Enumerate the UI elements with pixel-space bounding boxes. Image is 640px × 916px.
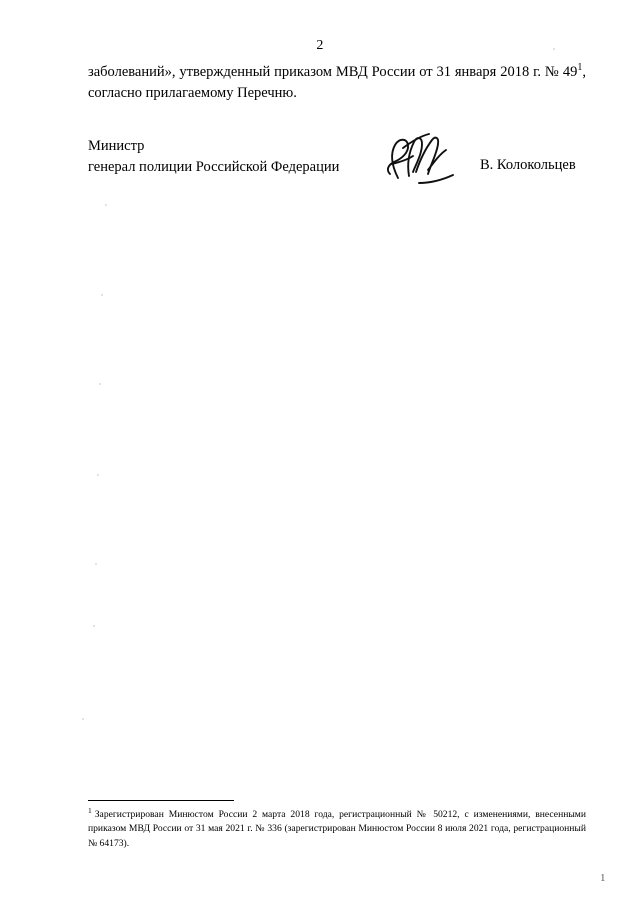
footnote-separator — [88, 800, 234, 801]
body-paragraph-text — [88, 62, 586, 104]
corner-mark: 1 — [600, 872, 606, 884]
scan-speck — [93, 625, 95, 627]
signatory-title-line1: Министр — [88, 138, 145, 154]
scan-speck — [82, 718, 84, 720]
footnote-reference: 1 — [577, 62, 583, 74]
body-text-main: заболеваний», утвержденный приказом МВД России от 31 января 2018 г. № 49 — [88, 64, 578, 80]
signature-block — [88, 136, 586, 178]
scan-speck — [105, 204, 107, 206]
footnote — [88, 805, 586, 851]
footnote-number: 1 — [88, 805, 92, 815]
signatory-title-line2: генерал полиции Российской Федерации — [88, 159, 340, 176]
signatory-name: В. Колокольцев — [480, 157, 576, 173]
footnote-text: Зарегистрирован Минюстом России 2 марта 2018 года, регистрационный № 50212, с изменениями, внесенными приказом МВД России от 31 мая 2021 г. № 336 (зарегистрирован Минюстом России 8 июля 2021 года, регистрационный № 64173). — [88, 809, 586, 849]
body-paragraph — [88, 62, 586, 104]
scan-speck — [97, 474, 99, 476]
body-text-tail: , согласно прилагаемому Перечню. — [88, 64, 586, 102]
scan-speck — [95, 563, 97, 565]
scan-speck — [101, 294, 103, 296]
scan-speck — [99, 383, 101, 385]
page-number: 2 — [316, 38, 324, 53]
